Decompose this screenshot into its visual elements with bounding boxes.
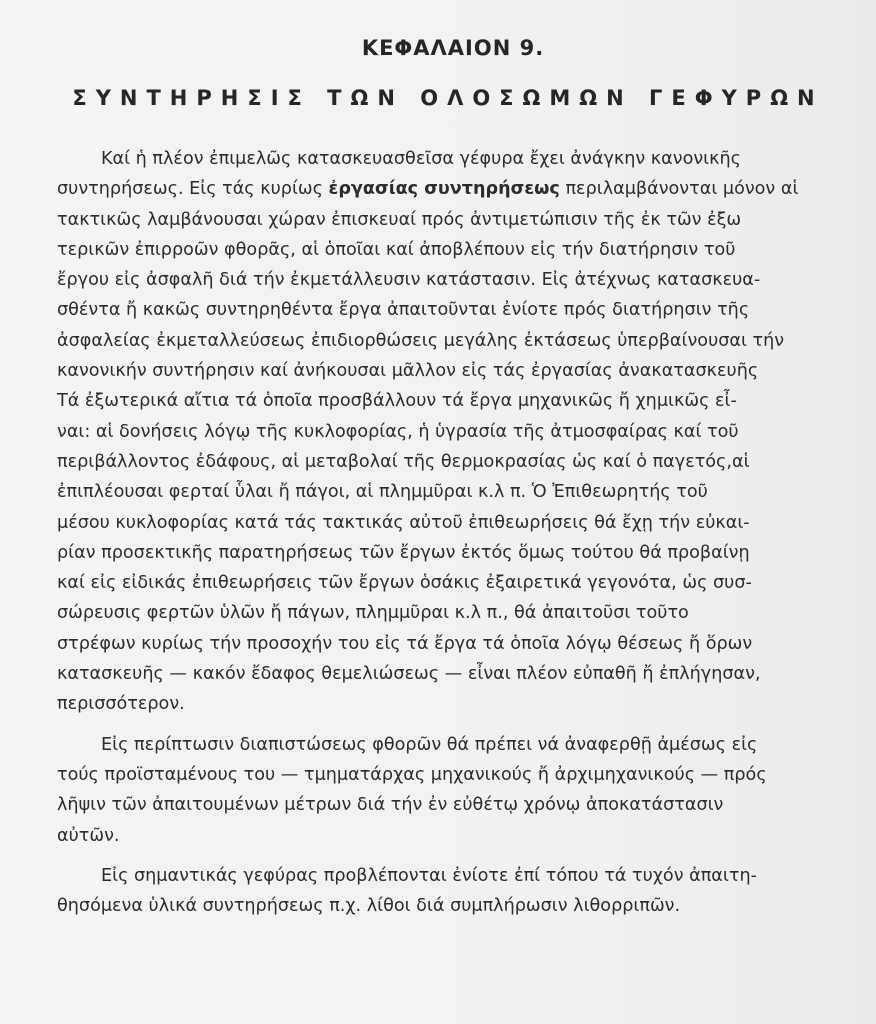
text-line: περισσότερον. <box>57 694 185 715</box>
text-line: μέσου κυκλοφορίας κατά τάς τακτικάς αὐτοῦ ἐπιθεωρήσεις θά ἔχῃ τήν εὐκαι- <box>57 512 750 533</box>
text-line: περιβάλλοντος ἐδάφους, αἱ μεταβολαί τῆς θερμοκρασίας ὡς καί ὁ παγετός,αἱ <box>57 451 750 472</box>
text-line: Καί ἡ πλέον ἐπιμελῶς κατασκευασθεῖσα γέφυρα ἔχει ἀνάγκην κανονικῆς <box>101 149 741 169</box>
text-line: λῆψιν τῶν ἀπαιτουμένων μέτρων διά τήν ἐν εὐθέτῳ χρόνῳ ἀποκατάστασιν <box>57 795 724 816</box>
body-text <box>57 144 809 921</box>
text-line: ἐπιπλέουσαι φερταί ὗλαι ἤ πάγοι, αἱ πλημμῦραι κ.λ π. Ὁ Ἐπιθεωρητής τοῦ <box>57 482 708 503</box>
text-line: Εἰς περίπτωσιν διαπιστώσεως φθορῶν θά πρέπει νά ἀναφερθῇ ἀμέσως εἰς <box>101 734 758 755</box>
paragraph-gap <box>57 851 809 861</box>
text-line: τερικῶν ἐπιρροῶν φθορᾶς, αἱ ὁποῖαι καί ἀποβλέπουν εἰς τήν διατήρησιν τοῦ <box>57 239 736 260</box>
text-line: ρίαν προσεκτικῆς παρατηρήσεως τῶν ἔργων ἐκτός ὅμως τούτου θά προβαίνῃ <box>57 542 750 563</box>
text-span: περιλαμβάνονται μόνον αἱ <box>559 179 799 200</box>
text-line: τούς προϊσταμένους του — τμηματάρχας μηχανικούς ἤ ἀρχιμηχανικούς — πρός <box>57 764 767 785</box>
text-line: κανονικήν συντήρησιν καί ἀνήκουσαι μᾶλλον εἰς τάς ἐργασίας ἀνακατασκευῆς <box>57 361 759 382</box>
text-span: συντηρήσεως. Εἰς τάς κυρίως <box>57 179 329 200</box>
text-line: κατασκευῆς — κακόν ἔδαφος θεμελιώσεως — εἶναι πλέον εὐπαθῆ ἤ ἐπλήγησαν, <box>57 664 761 685</box>
text-line: ἔργου εἰς ἀσφαλῆ διά τήν ἐκμετάλλευσιν κατάστασιν. Εἰς ἀτέχνως κατασκευα- <box>57 270 761 291</box>
text-line: θησόμενα ὑλικά συντηρήσεως π.χ. λίθοι διά συμπλήρωσιν λιθορριπῶν. <box>57 896 681 917</box>
paragraph-2 <box>57 730 809 851</box>
text-line: σθέντα ἤ κακῶς συντηρηθέντα ἔργα ἀπαιτοῦνται ἐνίοτε πρός διατήρησιν τῆς <box>57 300 750 321</box>
emphasized-term: ἐργασίας συντηρήσεως <box>328 179 560 200</box>
text-line: αὐτῶν. <box>57 825 120 846</box>
text-line: ἀσφαλείας ἐκμεταλλεύσεως ἐπιδιορθώσεις μεγάλης ἐκτάσεως ὑπερβαίνουσαι τήν <box>57 330 785 351</box>
paragraph-3 <box>57 861 809 922</box>
text-line: ναι: αἱ δονήσεις λόγῳ τῆς κυκλοφορίας, ἡ ὑγρασία τῆς ἀτμοσφαίρας καί τοῦ <box>57 421 739 442</box>
text-line: στρέφων κυρίως τήν προσοχήν του εἰς τά ἔργα τά ὁποῖα λόγῳ θέσεως ἤ ὅρων <box>57 633 753 654</box>
text-line <box>57 174 809 204</box>
paragraph-1 <box>57 144 809 720</box>
page-title: ΣΥΝΤΗΡΗΣΙΣ ΤΩΝ ΟΛΟΣΩΜΩΝ ΓΕΦΥΡΩΝ <box>72 86 824 110</box>
paragraph-gap <box>57 720 809 730</box>
chapter-heading: ΚΕΦΑΛΑΙΟΝ 9. <box>361 36 545 60</box>
text-line: Εἰς σημαντικάς γεφύρας προβλέπονται ἐνίοτε ἐπί τόπου τά τυχόν ἀπαιτη- <box>101 865 757 886</box>
text-line: σώρευσις φερτῶν ὑλῶν ἤ πάγων, πλημμῦραι κ.λ π., θά ἀπαιτοῦσι τοῦτο <box>57 603 689 624</box>
text-line: καί εἰς εἰδικάς ἐπιθεωρήσεις τῶν ἔργων ὁσάκις ἐξαιρετικά γεγονότα, ὡς συσ- <box>57 573 752 594</box>
text-line: Τά ἐξωτερικά αἴτια τά ὁποῖα προσβάλλουν τά ἔργα μηχανικῶς ἤ χημικῶς εἶ- <box>57 391 737 412</box>
text-line: τακτικῶς λαμβάνουσαι χώραν ἐπισκευαί πρός ἀντιμετώπισιν τῆς ἐκ τῶν ἐξω <box>57 209 742 230</box>
